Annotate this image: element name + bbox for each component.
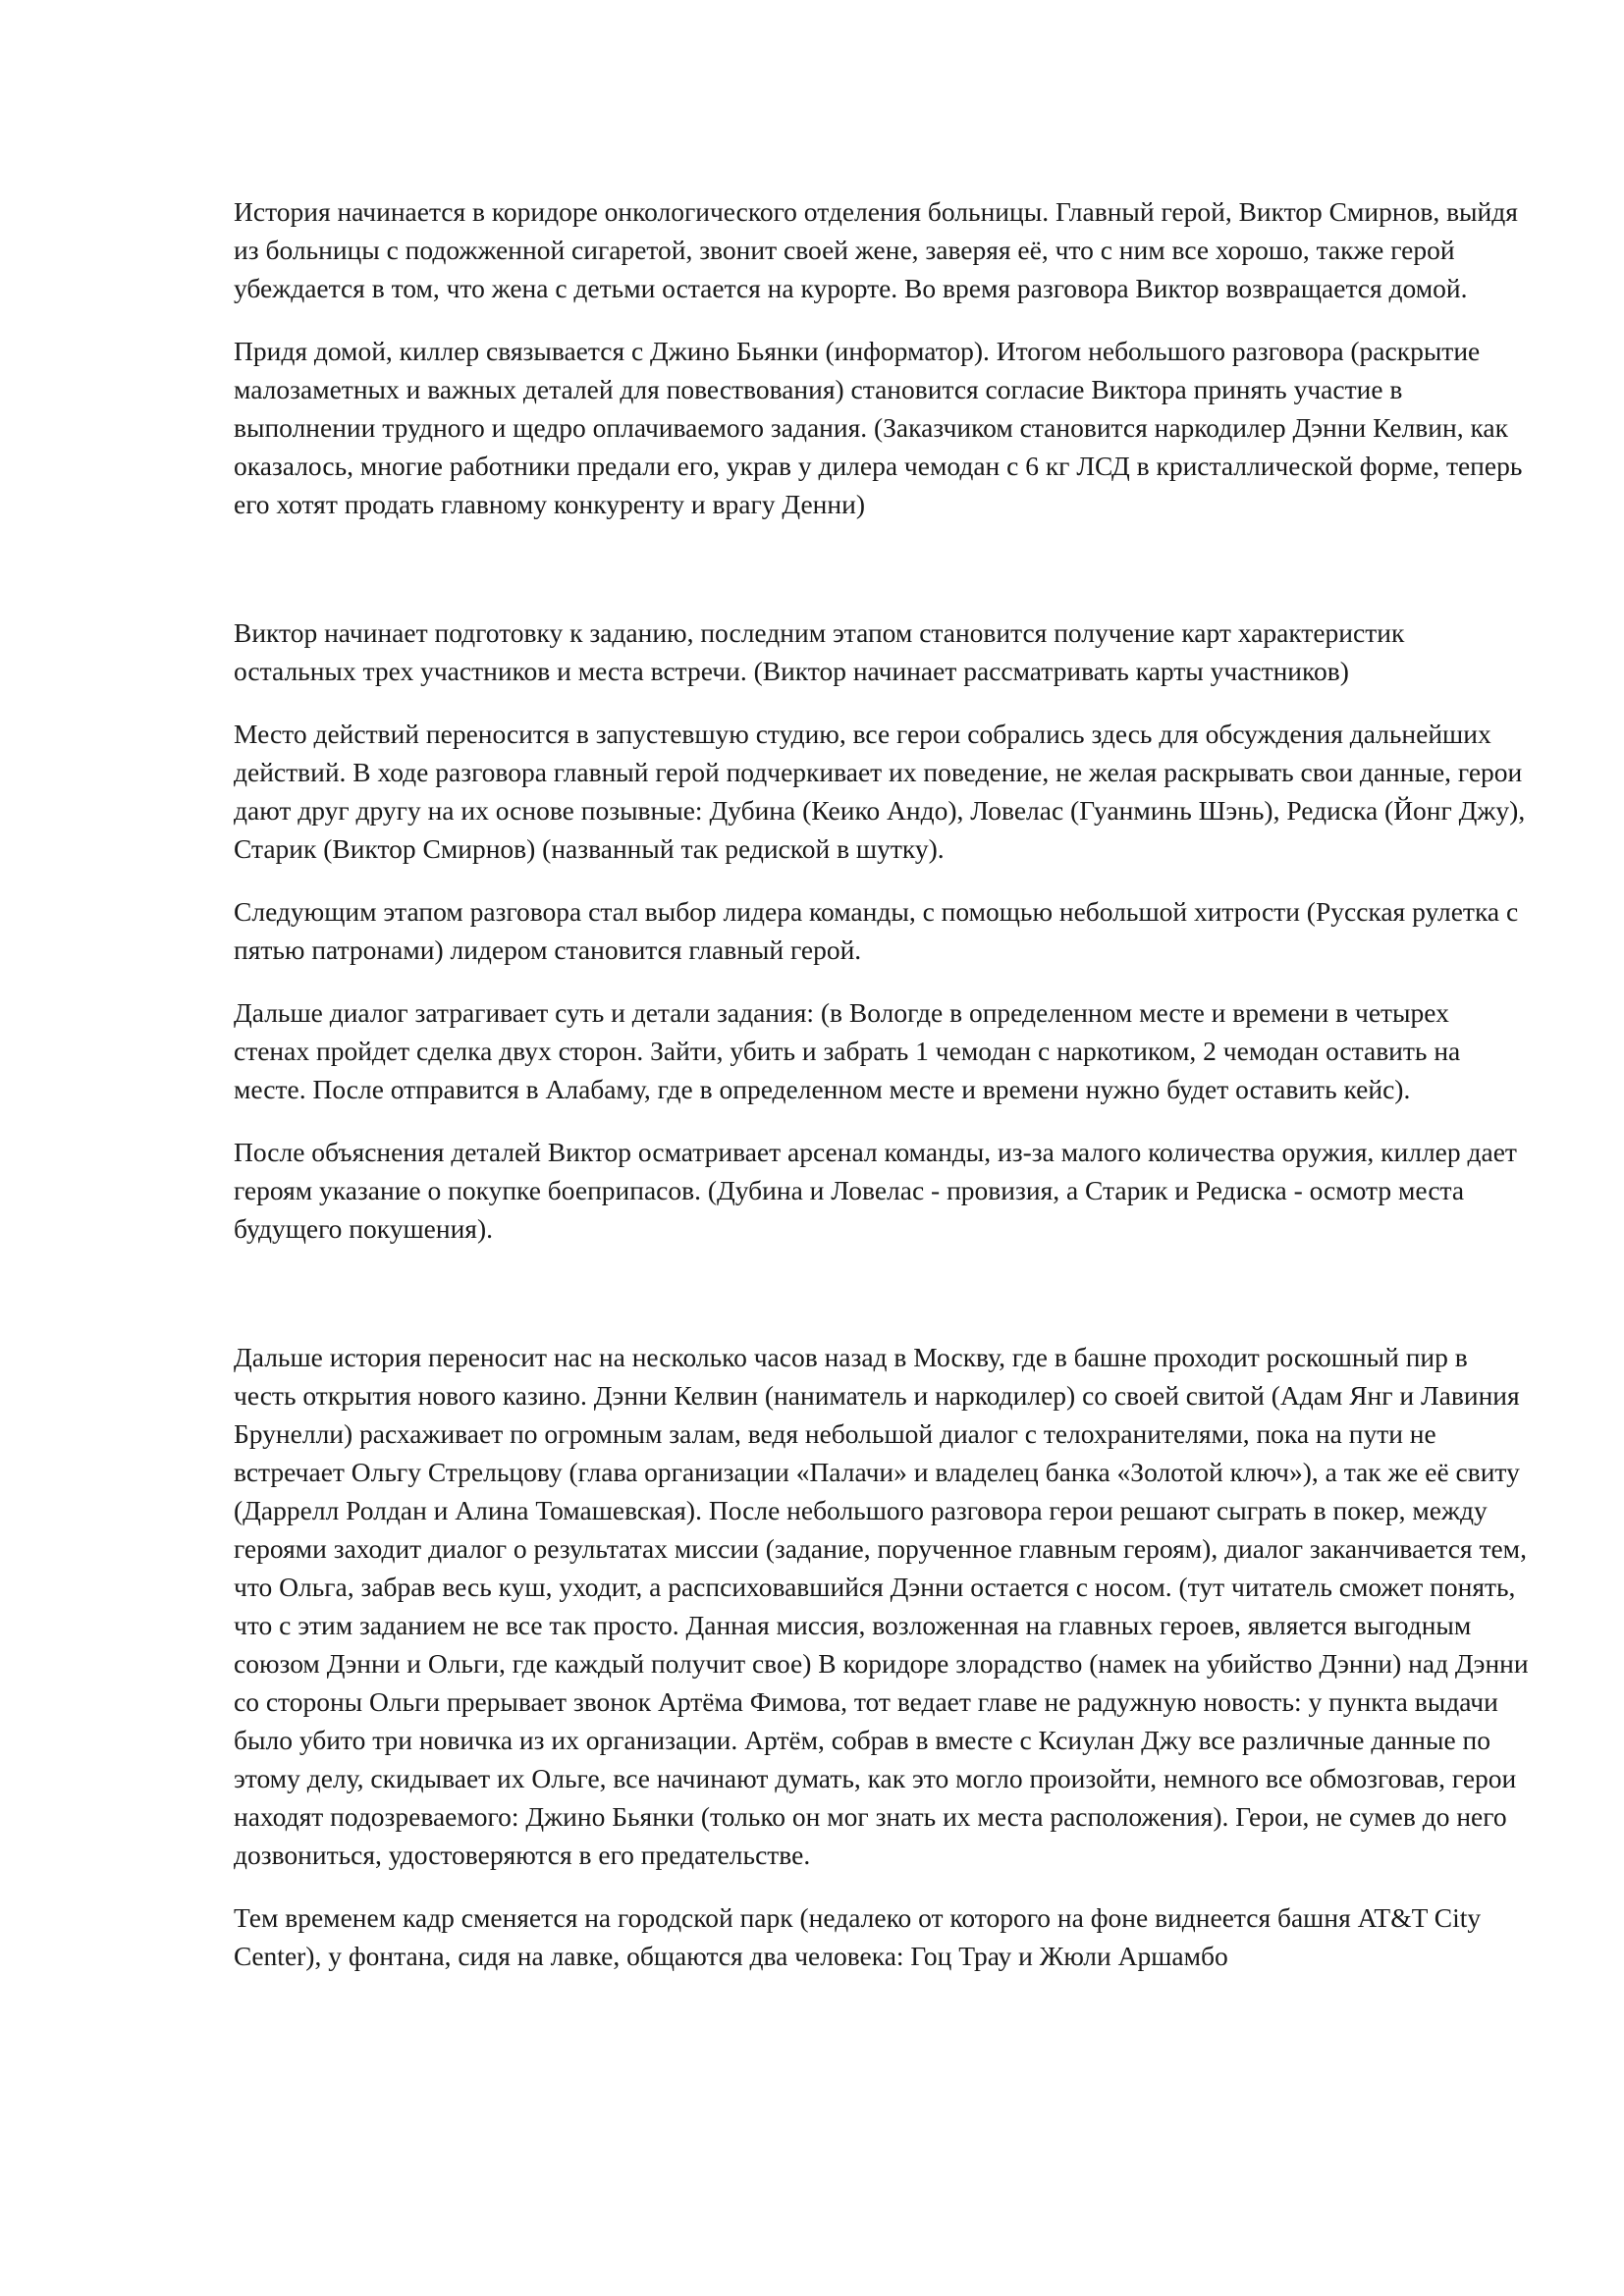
paragraph-5: Следующим этапом разговора стал выбор лидера команды, с помощью небольшой хитрости (Русская рулетка с пятью патронами) лидером становится главный герой.: [234, 896, 1519, 965]
document-body: [234, 192, 1530, 1975]
paragraph-1: История начинается в коридоре онкологического отделения больницы. Главный герой, Виктор Смирнов, выйдя из больницы с подожженной сигаретой, звонит своей жене, заверяя её, что с ним все хорошо, также герой убеждается в том, что жена с детьми остается на курорте. Во время разговора Виктор возвращается домой.: [234, 196, 1518, 303]
paragraph-6: Дальше диалог затрагивает суть и детали задания: (в Вологде в определенном месте и времени в четырех стенах пройдет сделка двух сторон. Зайти, убить и забрать 1 чемодан с наркотиком, 2 чемодан оставить на месте. После отправится в Алабаму, где в определенном месте и времени нужно будет оставить кейс).: [234, 997, 1461, 1104]
paragraph-2: Придя домой, киллер связывается с Джино Бьянки (информатор). Итогом небольшого разговора (раскрытие малозаметных и важных деталей для повествования) становится согласие Виктора принять участие в выполнении трудного и щедро оплачиваемого задания. (Заказчиком становится наркодилер Дэнни Келвин, как оказалось, многие работники предали его, украв у дилера чемодан с 6 кг ЛСД в кристаллической форме, теперь его хотят продать главному конкуренту и врагу Денни): [234, 336, 1523, 519]
paragraph-9: Тем временем кадр сменяется на городской парк (недалеко от которого на фоне виднеется башня AT&T City Center), у фонтана, сидя на лавке, общаются два человека: Гоц Трау и Жюли Аршамбо: [234, 1902, 1482, 1971]
paragraph-7: После объяснения деталей Виктор осматривает арсенал команды, из-за малого количества оружия, киллер дает героям указание о покупке боеприпасов. (Дубина и Ловелас - провизия, а Старик и Редиска - осмотр места будущего покушения).: [234, 1137, 1517, 1244]
paragraph-3: Виктор начинает подготовку к заданию, последним этапом становится получение карт характеристик остальных трех участников и места встречи. (Виктор начинает рассматривать карты участников): [234, 617, 1405, 686]
paragraph-8: Дальше история переносит нас на несколько часов назад в Москву, где в башне проходит роскошный пир в честь открытия нового казино. Дэнни Келвин (наниматель и наркодилер) со своей свитой (Адам Янг и Лавиния Брунелли) расхаживает по огромным залам, ведя небольшой диалог с телохранителями, пока на пути не встречает Ольгу Стрельцову (глава организации «Палачи» и владелец банка «Золотой ключ»), а так же её свиту (Даррелл Ролдан и Алина Томашевская). После небольшого разговора герои решают сыграть в покер, между героями заходит диалог о результатах миссии (задание, порученное главным героям), диалог заканчивается тем, что Ольга, забрав весь куш, уходит, а распсиховавшийся Дэнни остается с носом. (тут читатель сможет понять, что с этим заданием не все так просто. Данная миссия, возложенная на главных героев, является выгодным союзом Дэнни и Ольги, где каждый получит свое) В коридоре злорадство (намек на убийство Дэнни) над Дэнни со стороны Ольги прерывает звонок Артёма Фимова, тот ведает главе не радужную новость: у пункта выдачи было убито три новичка из их организации. Артём, собрав в вместе с Ксиулан Джу все различные данные по этому делу, скидывает их Ольге, все начинают думать, как это могло произойти, немного все обмозговав, герои находят подозреваемого: Джино Бьянки (только он мог знать их места расположения). Герои, не сумев до него дозвониться, удостоверяются в его предательстве.: [234, 1342, 1529, 1870]
paragraph-4: Место действий переносится в запустевшую студию, все герои собрались здесь для обсуждения дальнейших действий. В ходе разговора главный герой подчеркивает их поведение, не желая раскрывать свои данные, герои дают друг другу на их основе позывные: Дубина (Кеико Андо), Ловелас (Гуанминь Шэнь), Редиска (Йонг Джу), Старик (Виктор Смирнов) (названный так редиской в шутку).: [234, 719, 1526, 864]
